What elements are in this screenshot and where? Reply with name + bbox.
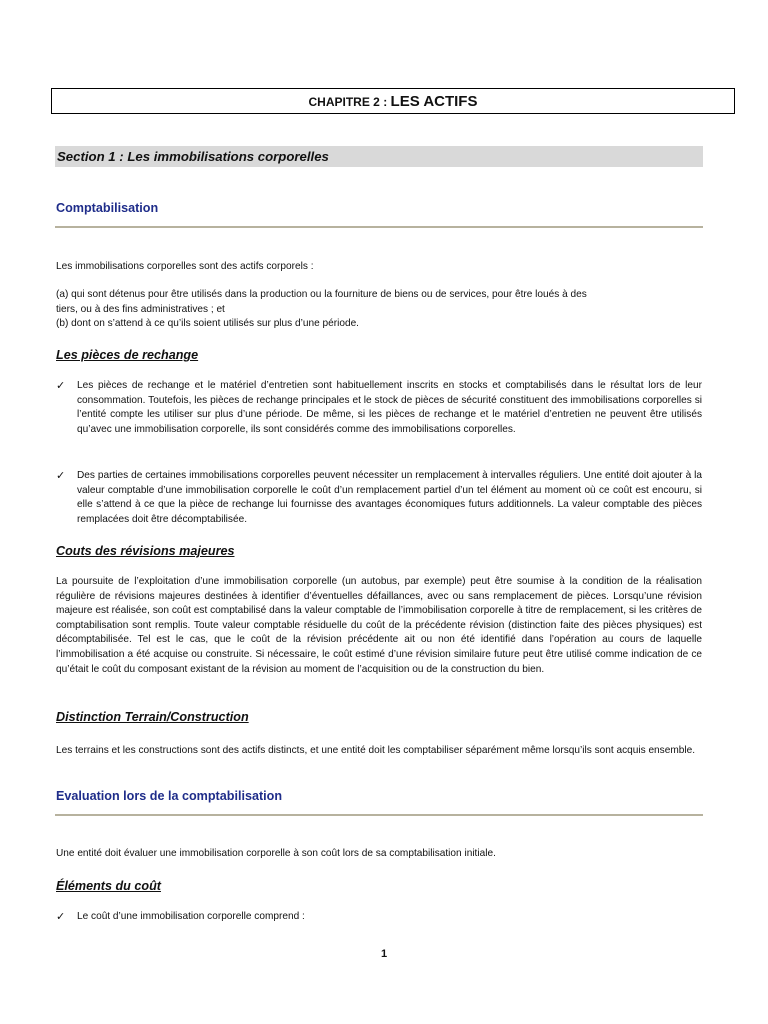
item-a-line1: (a) qui sont détenus pour être utilisés dans la production ou la fourniture de biens ou de services, pour être loués à des (56, 289, 587, 300)
item-b: (b) dont on s’attend à ce qu’ils soient utilisés sur plus d’une période. (56, 318, 359, 330)
section-title: Section 1 : Les immobilisations corporelles (55, 146, 703, 167)
check-mark-icon: ✓ (56, 911, 66, 923)
heading-revisions-majeures: Couts des révisions majeures (56, 544, 235, 558)
bullet-text: Les pièces de rechange et le matériel d’entretien sont habituellement inscrits en stocks et comptabilisés dans le résultat lors de leur consommation. Toutefois, les pièces de rechange principales et le stock de pièces de sécurité constituent des immobilisations corporelles si l’entité compte les utiliser sur plus d’une période. De même, si les pièces de rechange et le matériel d’entretien ne peuvent être utilisés qu’avec une immobilisation corporelle, ils sont considérés comme des immobilisations corporelles. (77, 380, 702, 435)
paragraph-evaluation: Une entité doit évaluer une immobilisation corporelle à son coût lors de sa comptabilisation initiale. (56, 848, 496, 859)
chapter-title-box (51, 88, 735, 114)
chapter-prefix: CHAPITRE 2 : (308, 95, 391, 109)
paragraph-revisions: La poursuite de l’exploitation d’une immobilisation corporelle (un autobus, par exemple) peut être soumise à la condition de la réalisation régulière de révisions majeures destinées à identifier d’éventuelles défaillances, avec ou sans remplacement de pièces. Lorsqu’une révision majeure est réalisée, son coût est comptabilisé dans la valeur comptable de l’immobilisation corporelle à titre de remplacement, si les critères de comptabilisation sont remplis. Toute valeur comptable résiduelle du coût de la précédente révision (distinction faite des pièces physiques) est décomptabilisée. Tel est le cas, que le coût de la révision précédente ait ou non été identifié dans l’opération au cours de laquelle l’immobilisation a été acquise ou construite. Si nécessaire, le coût estimé d’une révision similaire future peut être utilisé comme indication de ce qu’était le coût du composant existant de la révision au moment de l’acquisition ou de la construction du bien. (56, 576, 702, 675)
heading-elements-du-cout: Éléments du coût (56, 879, 161, 893)
page-number: 1 (380, 948, 388, 960)
bullet-text: Des parties de certaines immobilisations corporelles peuvent nécessiter un remplacement à intervalles réguliers. Une entité doit ajouter à la valeur comptable d’une immobilisation corporelle le coût d’un remplacement partiel d’un tel élément au moment où ce coût est encouru, si elle s’attend à ce que la pièce de rechange lui fournisse des avantages économiques futurs additionnels. La valeur comptable des pièces remplacées doit être décomptabilisée. (77, 470, 702, 525)
heading-comptabilisation: Comptabilisation (56, 201, 159, 215)
heading-evaluation: Evaluation lors de la comptabilisation (56, 789, 283, 803)
paragraph-intro: Les immobilisations corporelles sont des actifs corporels : (56, 261, 314, 272)
heading-pieces-de-rechange: Les pièces de rechange (56, 348, 199, 362)
paragraph-terrain: Les terrains et les constructions sont des actifs distincts, et une entité doit les comptabiliser séparément même lorsqu’ils sont acquis ensemble. (56, 745, 696, 756)
heading-rule (55, 226, 703, 228)
chapter-title: LES ACTIFS (390, 93, 478, 110)
item-a-line2: tiers, ou à des fins administratives ; et (56, 303, 225, 315)
bullet-text: Le coût d’une immobilisation corporelle comprend : (77, 911, 305, 922)
check-mark-icon: ✓ (56, 470, 66, 482)
check-mark-icon: ✓ (56, 380, 66, 392)
paragraph-item-a (56, 288, 702, 332)
heading-terrain-construction: Distinction Terrain/Construction (56, 710, 249, 724)
heading-rule (55, 814, 703, 816)
